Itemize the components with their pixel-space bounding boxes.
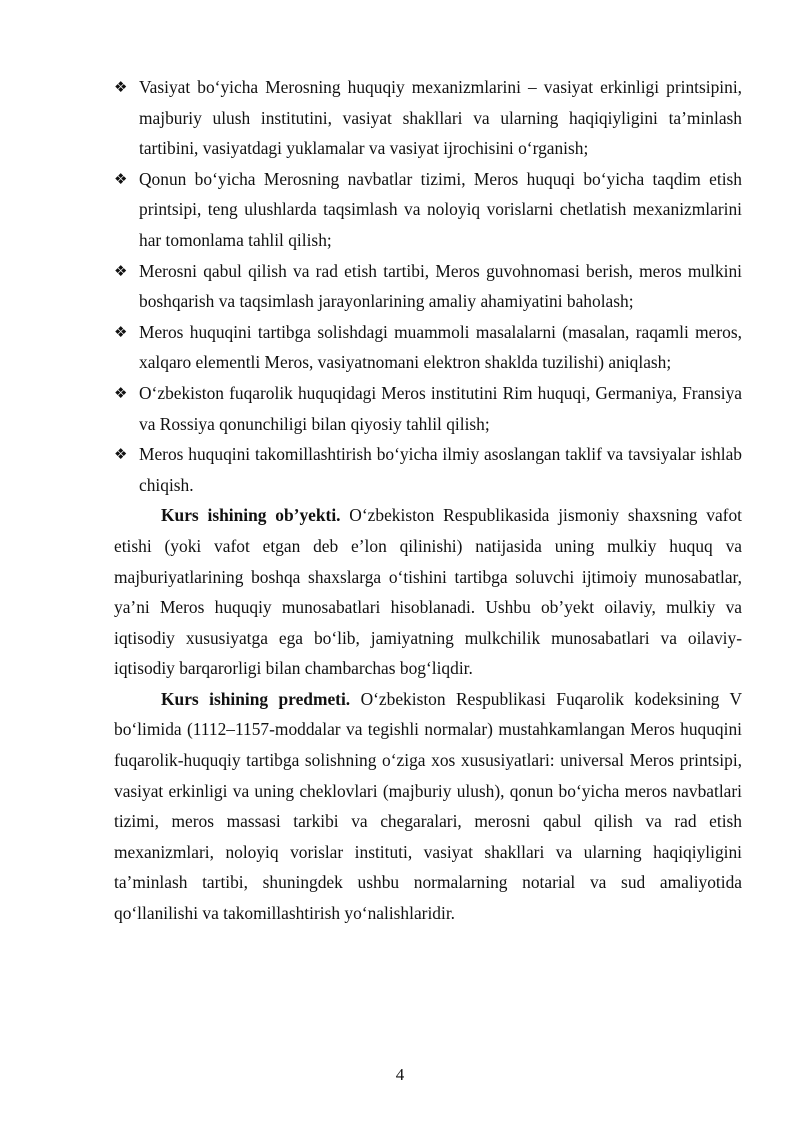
list-item-text: Vasiyat bo‘yicha Merosning huquqiy mexanizmlarini – vasiyat erkinligi printsipini, majburiy ulush institutini, vasiyat shakllari va ularning haqiqiyligini ta’minlash tartibini, vasiyatdagi yuklamalar va vasiyat ijrochisini o‘rganish; <box>139 77 742 159</box>
diamond-bullet-icon: ❖ <box>114 169 128 188</box>
list-item <box>114 256 742 317</box>
page-number: 4 <box>395 1065 405 1084</box>
objectives-list <box>114 72 742 500</box>
list-item-text: Qonun bo‘yicha Merosning navbatlar tizimi, Meros huquqi bo‘yicha taqdim etish printsipi, teng ulushlarda taqsimlash va noloyiq vorislarni chetlatish mexanizmlarini har tomonlama tahlil qilish; <box>139 168 742 250</box>
diamond-bullet-icon: ❖ <box>114 261 128 280</box>
subject-text: O‘zbekiston Respublikasi Fuqarolik kodeksining V bo‘limida (1112–1157-moddalar va tegishli normalar) mustahkamlangan Meros huquqini fuqarolik-huquqiy tartibga solishning o‘ziga xos xususiyatlari: universal Meros printsipi, vasiyat erkinligi va uning cheklovlari (majburiy ulush), qonun bo‘yicha meros navbatlari tizimi, meros massasi tarkibi va chegaralari, merosni qabul qilish va rad etish mexanizmlari, noloyiq vorislar instituti, vasiyat shakllari va ularning haqiqiyligini ta’minlash tartibi, shuningdek ushbu normalarning notarial va sud amaliyotida qo‘llanilishi va takomillashtirish yo‘nalishlaridir. <box>114 688 742 924</box>
list-item-text: Meros huquqini tartibga solishdagi muammoli masalalarni (masalan, raqamli meros, xalqaro elementli Meros, vasiyatnomani elektron shaklda tuzilishi) aniqlash; <box>139 321 742 373</box>
object-text: O‘zbekiston Respublikasida jismoniy shaxsning vafot etishi (yoki vafot etgan deb e’lon qilinishi) natijasida uning mulkiy huquq va majburiyatlarining boshqa shaxslarga o‘tishini tartibga soluvchi ijtimoiy munosabatlar, ya’ni Meros huquqiy munosabatlari hisoblanadi. Ushbu ob’yekt oilaviy, mulkiy va iqtisodiy xususiyatga ega bo‘lib, jamiyatning mulkchilik munosabatlari va oilaviy-iqtisodiy barqarorligi bilan chambarchas bog‘liqdir. <box>114 505 742 679</box>
list-item <box>114 164 742 256</box>
subject-heading: Kurs ishining predmeti. <box>161 688 351 709</box>
diamond-bullet-icon: ❖ <box>114 383 128 402</box>
object-paragraph <box>114 500 742 684</box>
list-item <box>114 72 742 164</box>
list-item <box>114 439 742 500</box>
subject-paragraph <box>114 684 742 929</box>
diamond-bullet-icon: ❖ <box>114 445 128 464</box>
diamond-bullet-icon: ❖ <box>114 78 128 96</box>
list-item-text: Meros huquqini takomillashtirish bo‘yicha ilmiy asoslangan taklif va tavsiyalar ishlab chiqish. <box>139 444 742 495</box>
object-heading: Kurs ishining ob’yekti. <box>161 505 341 526</box>
list-item-text: Merosni qabul qilish va rad etish tartibi, Meros guvohnomasi berish, meros mulkini boshqarish va taqsimlash jarayonlarining amaliy ahamiyatini baholash; <box>139 260 742 312</box>
page-content <box>114 72 742 929</box>
list-item <box>114 378 742 439</box>
list-item-text: O‘zbekiston fuqarolik huquqidagi Meros institutini Rim huquqi, Germaniya, Fransiya va Rossiya qonunchiligi bilan qiyosiy tahlil qilish; <box>139 382 742 434</box>
diamond-bullet-icon: ❖ <box>114 322 128 341</box>
list-item <box>114 317 742 378</box>
